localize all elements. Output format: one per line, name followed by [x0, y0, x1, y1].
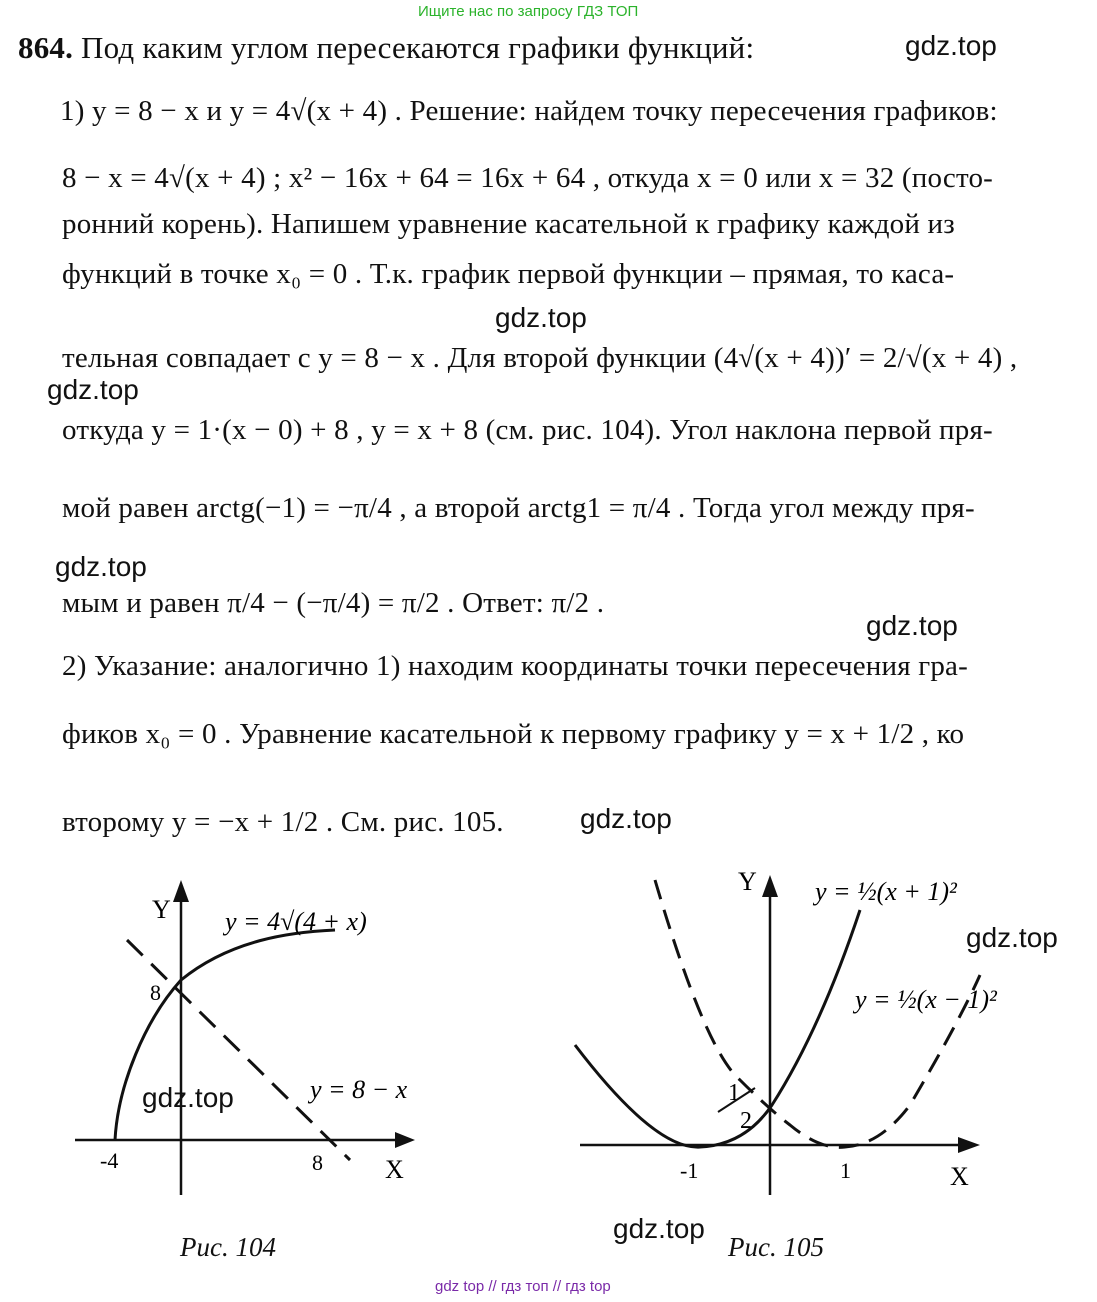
- tick-label-8-x: 8: [312, 1150, 323, 1175]
- figure-105: [560, 860, 1060, 1200]
- tick-label-minus1: -1: [680, 1158, 699, 1183]
- y-axis-arrow: [173, 880, 189, 902]
- figure-104: [60, 860, 440, 1200]
- text-line-9: 2) Указание: аналогично 1) находим координаты точки пересечения гра-: [62, 650, 968, 682]
- text-line-8: мым и равен π/4 − (−π/4) = π/2 . Ответ: π/2 .: [62, 587, 605, 619]
- text-line-5: тельная совпадает с y = 8 − x . Для второй функции (4√(x + 4))′ = 2/√(x + 4) ,: [62, 342, 1018, 374]
- half-label-denominator: 2: [740, 1108, 752, 1134]
- text-line-10: фиков x₀ = 0 . Уравнение касательной к первому графику y = x + 1/2 , ко: [62, 718, 965, 750]
- footer-links[interactable]: gdz top // гдз топ // гдз top: [435, 1278, 611, 1295]
- watermark: gdz.top: [142, 1082, 234, 1113]
- y-axis-arrow: [762, 875, 778, 897]
- y-axis-label: Y: [738, 867, 757, 896]
- watermark: gdz.top: [580, 803, 672, 834]
- top-banner: Ищите нас по запросу ГДЗ ТОП: [418, 3, 639, 20]
- line-label: y = 8 − x: [310, 1075, 408, 1104]
- watermark: gdz.top: [495, 302, 587, 333]
- tick-label-8-y: 8: [150, 980, 161, 1005]
- curve2-label: y = ½(x − 1)²: [855, 985, 997, 1014]
- watermark: gdz.top: [905, 30, 997, 61]
- problem-title: Под каким углом пересекаются графики функций:: [81, 30, 755, 65]
- text-line-2: 8 − x = 4√(x + 4) ; x² − 16x + 64 = 16x + 64 , откуда x = 0 или x = 32 (посто-: [62, 162, 994, 194]
- problem-header: [18, 30, 754, 66]
- x-axis-arrow: [958, 1137, 980, 1153]
- curve1-label: y = ½(x + 1)²: [815, 877, 957, 906]
- tick-label-minus4: -4: [100, 1148, 119, 1173]
- x-axis-label: X: [385, 1155, 404, 1184]
- y-axis-label: Y: [152, 895, 171, 924]
- x-axis-label: X: [950, 1162, 969, 1191]
- watermark: gdz.top: [966, 922, 1058, 953]
- half-label-numerator: 1: [728, 1080, 740, 1106]
- problem-number: 864.: [18, 30, 74, 65]
- x-axis-arrow: [395, 1132, 415, 1148]
- text-line-11: второму y = −x + 1/2 . См. рис. 105.: [62, 806, 504, 838]
- text-line-3: ронний корень). Напишем уравнение касательной к графику каждой из: [62, 208, 955, 240]
- parabola-x-plus-1: [575, 910, 860, 1147]
- line-8-minus-x: [127, 940, 350, 1160]
- text-line-1: 1) y = 8 − x и y = 4√(x + 4) . Решение: найдем точку пересечения графиков:: [60, 95, 998, 127]
- text-line-4: функций в точке x₀ = 0 . Т.к. график первой функции – прямая, то каса-: [62, 258, 955, 290]
- text-line-6: откуда y = 1·(x − 0) + 8 , y = x + 8 (см. рис. 104). Угол наклона первой пря-: [62, 414, 993, 446]
- watermark: gdz.top: [613, 1213, 705, 1244]
- caption-fig105: Рис. 105: [728, 1232, 824, 1262]
- caption-fig104: Рис. 104: [180, 1232, 276, 1262]
- watermark: gdz.top: [866, 610, 958, 641]
- watermark: gdz.top: [47, 374, 139, 405]
- watermark: gdz.top: [55, 551, 147, 582]
- curve-label: y = 4√(4 + x): [225, 907, 367, 936]
- text-line-7: мой равен arctg(−1) = −π/4 , а второй arctg1 = π/4 . Тогда угол между пря-: [62, 492, 975, 524]
- tick-label-1: 1: [840, 1158, 851, 1183]
